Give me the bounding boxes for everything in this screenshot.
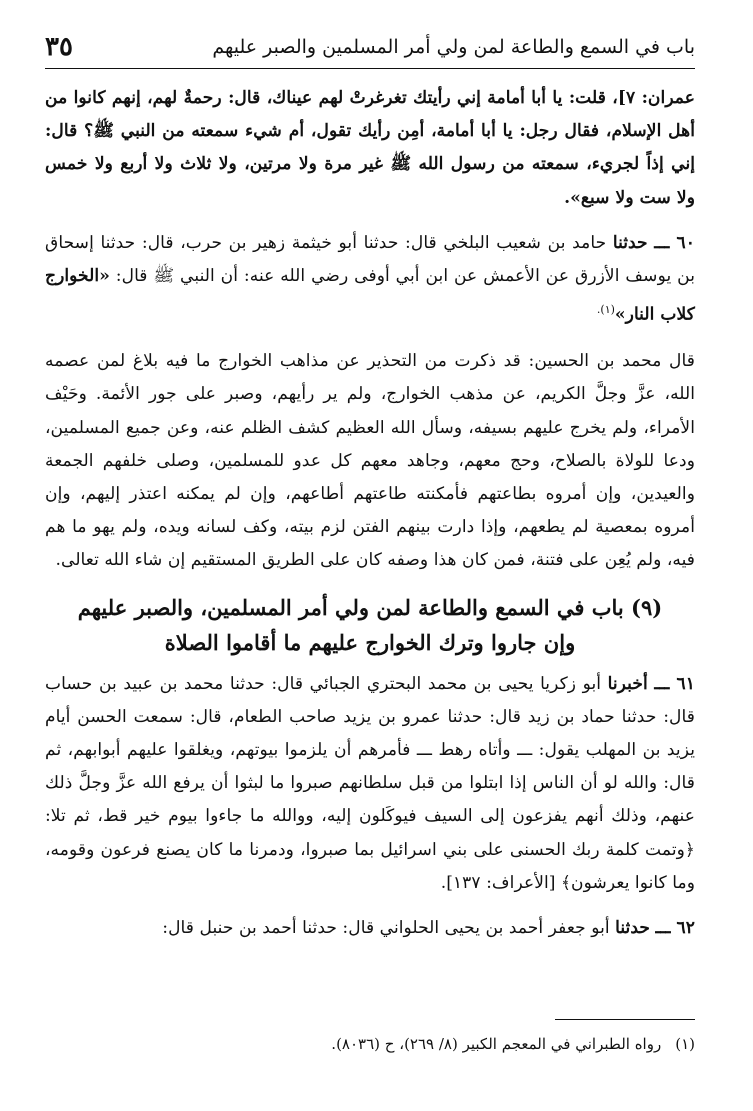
chapter-heading — [45, 590, 695, 660]
chapter-heading-line-2: وإن جاروا وترك الخوارج عليهم ما أقاموا الصلاة — [164, 629, 576, 655]
footnote-separator — [555, 1019, 695, 1020]
isnad-text: أبو جعفر أحمد بن يحيى الحلواني قال: حدثنا أحمد بن حنبل قال: — [162, 918, 616, 938]
footnote-ref: (١). — [596, 303, 615, 317]
narration-lead: حدثنا — [615, 918, 650, 938]
narration-lead: أخبرنا — [607, 673, 648, 694]
hadith-62 — [45, 912, 695, 945]
footnote — [45, 1032, 695, 1056]
hadith-61 — [45, 668, 695, 900]
hadith-continuation: عمران: ٧]، قلت: يا أبا أمامة إني رأيتك تغرغرتْ لهم عيناك، قال: رحمةٌ لهم، إنهم كانوا من أهل الإسلام، فقال رجل: يا أبا أمامة، أمِن رأيك تقول، أم شيء سمعته من النبي ﷺ؟ قال: إني إذاً لجريء، سمعته من رسول الله ﷺ غير مرة ولا مرتين، ولا ثلاث ولا أربع ولا خمس ولا ست ولا سبع». — [45, 88, 695, 208]
running-header — [45, 28, 695, 69]
hadith-60 — [45, 227, 695, 332]
page-number: ٣٥ — [45, 32, 73, 62]
hadith-number: ٦٢ ـــ — [655, 918, 695, 938]
hadith-number: ٦١ ـــ — [654, 673, 695, 694]
footnote-marker: (١) — [675, 1035, 695, 1053]
footnote-text: رواه الطبراني في المعجم الكبير (٨/ ٢٦٩)، ح (٨٠٣٦). — [331, 1035, 662, 1053]
header-title: باب في السمع والطاعة لمن ولي أمر المسلمين والصبر عليهم — [212, 36, 695, 58]
page-body — [45, 82, 695, 945]
hadith-number: ٦٠ ـــ — [654, 232, 695, 253]
hadith-text: أبو زكريا يحيى بن محمد البحتري الجبائي قال: حدثنا محمد بن عبيد بن حساب قال: حدثنا حماد بن زيد قال: حدثنا عمرو بن يزيد صاحب الطعام، قال: سمعت الحسن أيام يزيد بن المهلب يقول: ـــ وأتاه رهط ـــ فأمرهم أن يلزموا بيوتهم، ويغلقوا عليهم أبوابهم، ثم قال: والله لو أن الناس إذا ابتلوا من قبل سلطانهم صبروا ما لبثوا أن يرفع الله عزَّ وجلَّ ذلك عنهم، وذلك أنهم يفزعون إلى السيف فيوكَلون إليه، ووالله ما جاءوا بيوم خير قط، ثم تلا: ﴿وتمت كلمة ربك الحسنى على بني اسرائيل بما صبروا، ودمرنا ما كان يصنع فرعون وقومه، وما كانوا يعرشون﴾ [الأعراف: ١٣٧]. — [45, 673, 695, 893]
chapter-heading-line-1: (٩) باب في السمع والطاعة لمن ولي أمر المسلمين، والصبر عليهم — [77, 594, 663, 620]
isnad-text: حامد بن شعيب البلخي قال: حدثنا أبو خيثمة زهير بن حرب، قال: حدثنا إسحاق بن يوسف الأزرق عن الأعمش عن ابن أبي أوفى رضي الله عنه: أن النبي ﷺ قال: — [45, 232, 695, 287]
prophetic-quote: «الخوارج كلاب النار» — [45, 266, 695, 325]
narration-lead: حدثنا — [612, 232, 648, 253]
author-commentary: قال محمد بن الحسين: قد ذكرت من التحذير عن مذاهب الخوارج ما فيه بلاغ لمن عصمه الله، عزَّ وجلَّ الكريم، عن مذهب الخوارج، ولم ير رأيهم، وصبر على جور الأئمة. وحَيْف الأمراء، ولم يخرج عليهم بسيفه، وسأل الله العظيم كشف الظلم عنه، وعن جميع المسلمين، ودعا للولاة بالصلاح، وحج معهم، وجاهد معهم كل عدو للمسلمين، وصلى خلفهم الجمعة والعيدين، وإن أمروه بطاعتهم فأمكنته طاعتهم أطاعهم، وإن لم يمكنه اعتذر إليهم، وإن أمروه بمعصية لم يطعهم، وإذا دارت بينهم الفتن لزم بيته، وكف لسانه ويده، ولم يهو ما هم فيه، ولم يُعِن على فتنة، فمن كان هذا وصفه كان على الطريق المستقيم إن شاء الله تعالى. — [45, 351, 695, 571]
